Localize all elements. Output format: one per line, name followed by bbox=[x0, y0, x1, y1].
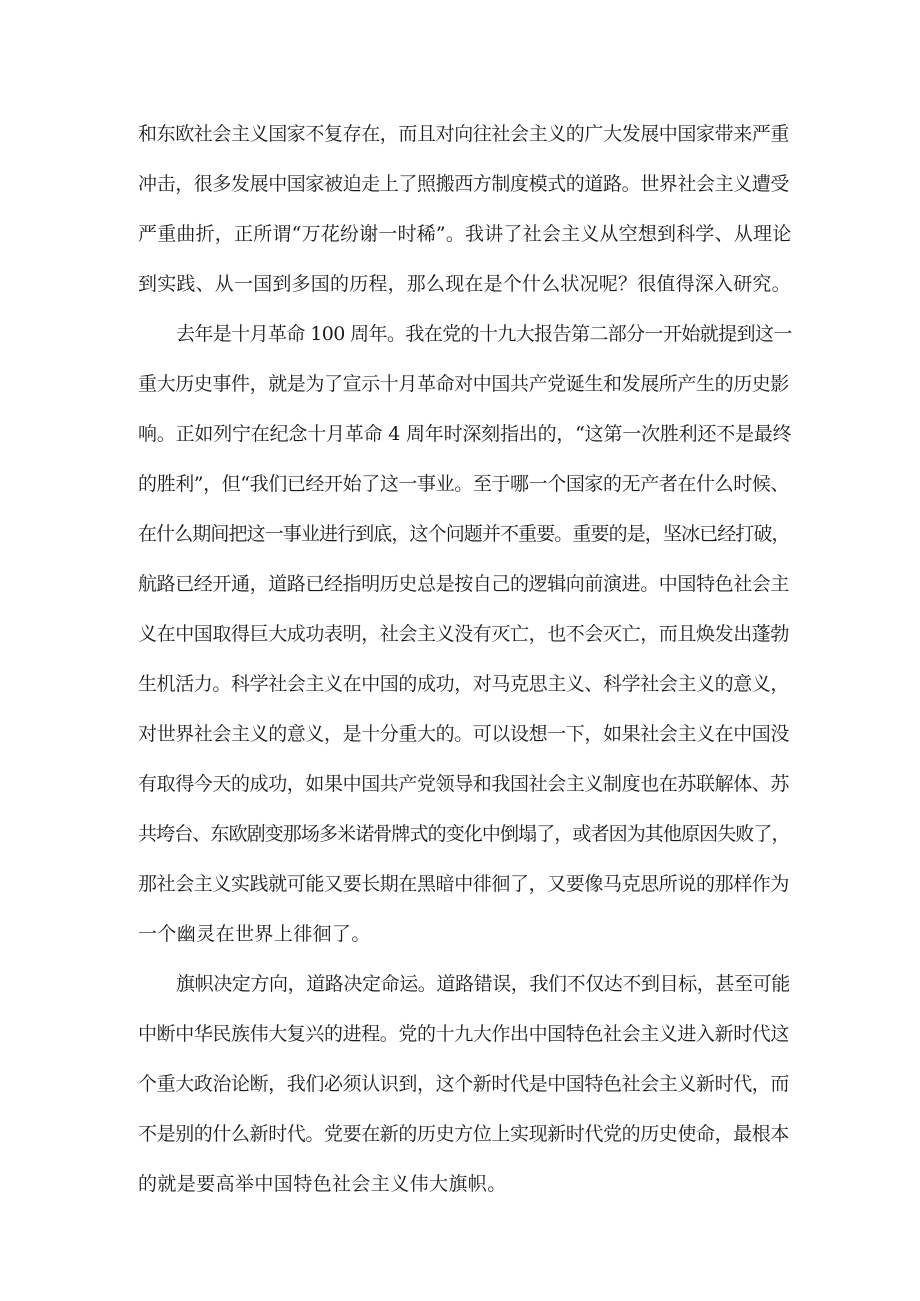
paragraph-2-line-10: 有取得今天的成功，如果中国共产党领导和我国社会主义制度也在苏联解体、苏 bbox=[138, 773, 790, 795]
paragraph-2-line-6: 航路已经开通，道路已经指明历史总是按自己的逻辑向前演进。中国特色社会主 bbox=[138, 573, 790, 595]
paragraph-2-line-12: 那社会主义实践就可能又要长期在黑暗中徘徊了，又要像马克思所说的那样作为 bbox=[138, 873, 790, 895]
paragraph-2-line-11: 共垮台、东欧剧变那场多米诺骨牌式的变化中倒塌了，或者因为其他原因失败了， bbox=[138, 823, 790, 845]
paragraph-3-line-3: 个重大政治论断，我们必须认识到，这个新时代是中国特色社会主义新时代，而 bbox=[138, 1073, 790, 1095]
paragraph-2-line-13: 一个幽灵在世界上徘徊了。 bbox=[138, 923, 371, 945]
paragraph-2-line-7: 义在中国取得巨大成功表明，社会主义没有灭亡，也不会灭亡，而且焕发出蓬勃 bbox=[138, 623, 790, 645]
paragraph-3-line-2: 中断中华民族伟大复兴的进程。党的十九大作出中国特色社会主义进入新时代这 bbox=[138, 1023, 790, 1045]
paragraph-2-line-3: 响。正如列宁在纪念十月革命 4 周年时深刻指出的，“这第一次胜利还不是最终 bbox=[138, 423, 792, 445]
paragraph-2-line-2: 重大历史事件，就是为了宣示十月革命对中国共产党诞生和发展所产生的历史影 bbox=[138, 373, 790, 395]
paragraph-1-line-3: 严重曲折，正所谓“万花纷谢一时稀”。我讲了社会主义从空想到科学、从理论 bbox=[138, 223, 792, 245]
paragraph-1-line-4: 到实践、从一国到多国的历程，那么现在是个什么状况呢？很值得深入研究。 bbox=[138, 273, 791, 295]
paragraph-2-line-5: 在什么期间把这一事业进行到底，这个问题并不重要。重要的是，坚冰已经打破， bbox=[138, 523, 790, 545]
paragraph-2-line-8: 生机活力。科学社会主义在中国的成功，对马克思主义、科学社会主义的意义， bbox=[138, 673, 790, 695]
paragraph-2-line-1: 去年是十月革命 100 周年。我在党的十九大报告第二部分一开始就提到这一 bbox=[176, 323, 792, 345]
paragraph-3-line-1: 旗帜决定方向，道路决定命运。道路错误，我们不仅达不到目标，甚至可能 bbox=[176, 973, 790, 995]
paragraph-3-line-5: 的就是要高举中国特色社会主义伟大旗帜。 bbox=[138, 1173, 507, 1195]
paragraph-2-line-9: 对世界社会主义的意义，是十分重大的。可以设想一下，如果社会主义在中国没 bbox=[138, 723, 790, 745]
paragraph-1-line-1: 和东欧社会主义国家不复存在，而且对向往社会主义的广大发展中国家带来严重 bbox=[138, 123, 790, 145]
paragraph-3-line-4: 不是别的什么新时代。党要在新的历史方位上实现新时代党的历史使命，最根本 bbox=[138, 1123, 790, 1145]
paragraph-2-line-4: 的胜利”，但“我们已经开始了这一事业。至于哪一个国家的无产者在什么时候、 bbox=[138, 473, 790, 495]
paragraph-1-line-2: 冲击，很多发展中国家被迫走上了照搬西方制度模式的道路。世界社会主义遭受 bbox=[138, 173, 790, 195]
